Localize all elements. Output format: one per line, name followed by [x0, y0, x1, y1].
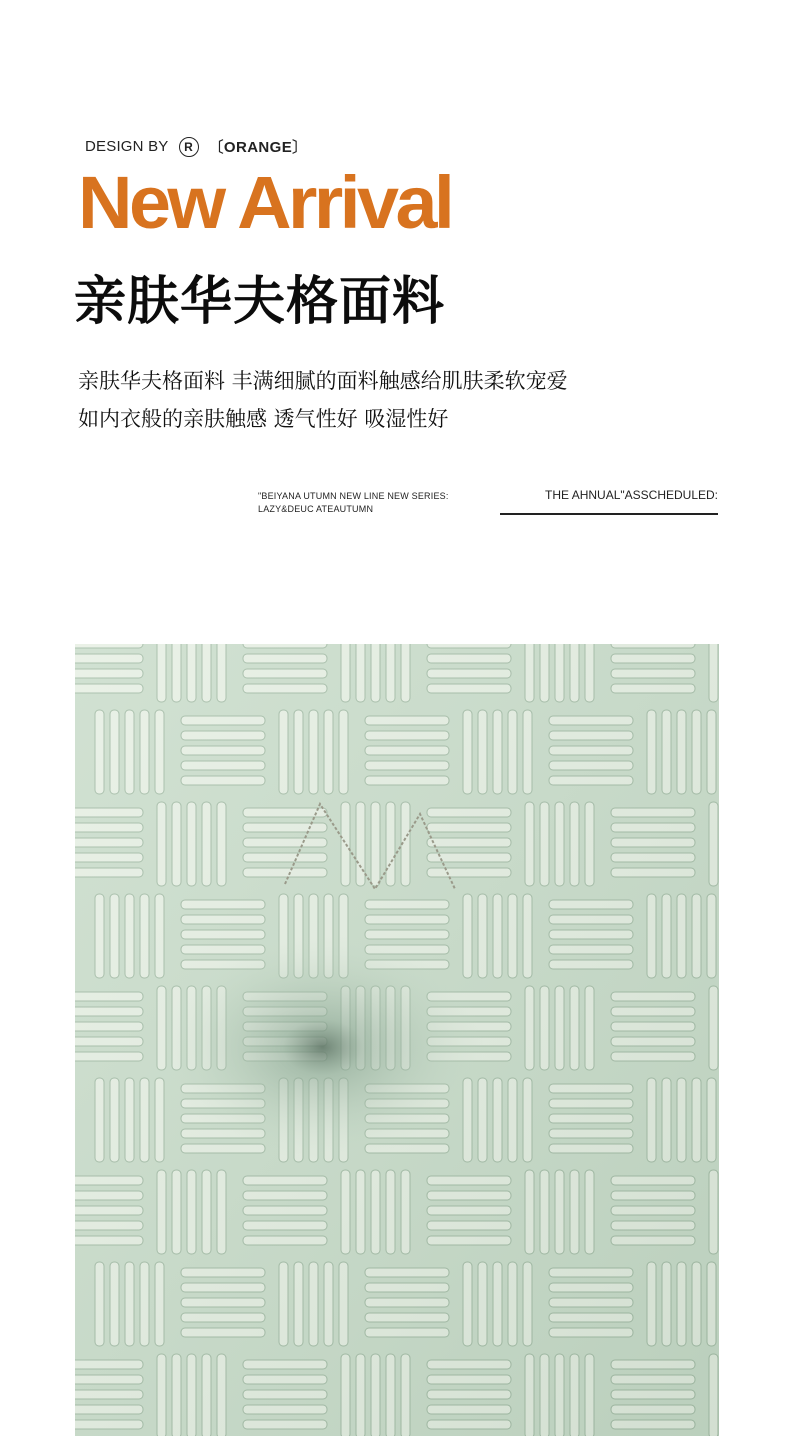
- registered-mark-icon: R: [179, 137, 199, 157]
- fabric-photo: [75, 644, 719, 1436]
- description-line-1: 亲肤华夫格面料 丰满细腻的面料触感给肌肤柔软宠爱: [78, 369, 568, 393]
- series-note-line-1: "BEIYANA UTUMN NEW LINE NEW SERIES:: [258, 491, 449, 501]
- description: [78, 362, 568, 438]
- series-note-line-2: LAZY&DEUC ATEAUTUMN: [258, 504, 374, 514]
- design-by-line: [85, 136, 308, 157]
- headline: New Arrival: [78, 161, 452, 244]
- design-by-label: DESIGN BY: [85, 138, 169, 155]
- description-line-2: 如内衣般的亲肤触感 透气性好 吸湿性好: [78, 407, 449, 431]
- annual-note: THE AHNUAL"ASSCHEDULED:: [500, 488, 718, 515]
- chinese-title: 亲肤华夫格面料: [74, 272, 446, 332]
- fabric-texture-image: [75, 644, 719, 1436]
- brand-name: 〔ORANGE〕: [208, 139, 308, 156]
- series-note: [258, 490, 449, 516]
